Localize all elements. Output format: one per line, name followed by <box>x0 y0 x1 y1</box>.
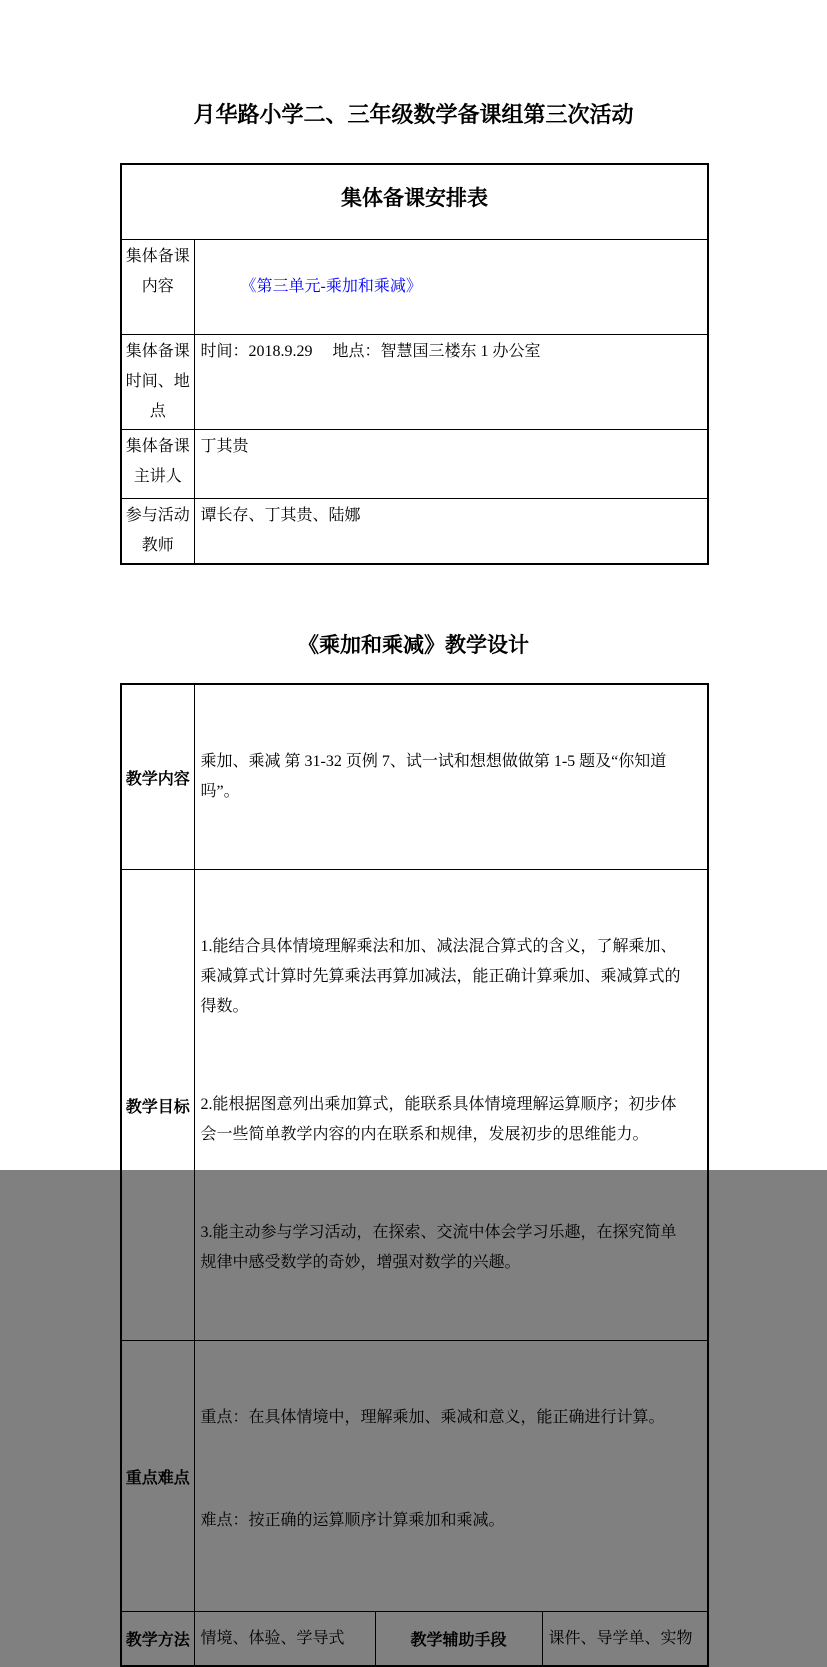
paragraph: 2.能根据图意列出乘加算式，能联系具体情境理解运算顺序；初步体会一些简单教学内容的内在联系和规律，发展初步的思维能力。 <box>200 1096 677 1143</box>
table-row <box>121 335 708 430</box>
table-row <box>121 1341 708 1612</box>
design-content-cell <box>194 684 708 870</box>
schedule-table-title: 集体备课安排表 <box>121 164 708 240</box>
document-title: 月华路小学二、三年级数学备课组第三次活动 <box>193 102 634 127</box>
table-row <box>121 1612 708 1667</box>
design-keypoints-cell <box>194 1341 708 1612</box>
document-content <box>120 0 707 1667</box>
paragraph: 1.能结合具体情境理解乘法和加、减法混合算式的含义，了解乘加、乘减算式计算时先算乘法再算加减法，能正确计算乘加、乘减算式的得数。 <box>200 938 681 1015</box>
design-aids-value: 课件、导学单、实物 <box>542 1612 708 1667</box>
schedule-label-content: 集体备课内容 <box>121 240 194 335</box>
schedule-label-speaker: 集体备课主讲人 <box>121 430 194 499</box>
design-methods-value: 情境、体验、学导式 <box>194 1612 375 1667</box>
design-label-goals: 教学目标 <box>121 870 194 1341</box>
unit-link[interactable]: 《第三单元-乘加和乘减》 <box>240 278 422 295</box>
schedule-value-teachers: 谭长存、丁其贵、陆娜 <box>194 499 708 565</box>
schedule-value-speaker: 丁其贵 <box>194 430 708 499</box>
design-label-methods: 教学方法 <box>121 1612 194 1667</box>
paragraph: 重点：在具体情境中，理解乘加、乘减和意义，能正确进行计算。 <box>200 1409 665 1426</box>
paragraph: 3.能主动参与学习活动，在探索、交流中体会学习乐趣，在探究简单规律中感受数学的奇妙，增强对数学的兴趣。 <box>200 1224 677 1271</box>
design-label-content: 教学内容 <box>121 684 194 870</box>
schedule-table <box>120 163 709 565</box>
table-row <box>121 499 708 565</box>
section-title: 《乘加和乘减》教学设计 <box>298 633 529 657</box>
paragraph: 乘加、乘减 第 31-32 页例 7、试一试和想想做做第 1-5 题及“你知道吗”。 <box>200 753 667 800</box>
schedule-header-row <box>121 164 708 240</box>
paragraph: 难点：按正确的运算顺序计算乘加和乘减。 <box>200 1512 505 1529</box>
design-goals-cell <box>194 870 708 1341</box>
table-row <box>121 870 708 1341</box>
schedule-label-time-place: 集体备课时间、地点 <box>121 335 194 430</box>
table-row <box>121 430 708 499</box>
table-row <box>121 684 708 870</box>
design-table <box>120 683 709 1667</box>
table-row <box>121 240 708 335</box>
schedule-value-time-place: 时间：2018.9.29 地点：智慧国三楼东 1 办公室 <box>194 335 708 430</box>
design-label-keypoints: 重点难点 <box>121 1341 194 1612</box>
design-aids-label: 教学辅助手段 <box>375 1612 542 1667</box>
schedule-label-teachers: 参与活动教师 <box>121 499 194 565</box>
